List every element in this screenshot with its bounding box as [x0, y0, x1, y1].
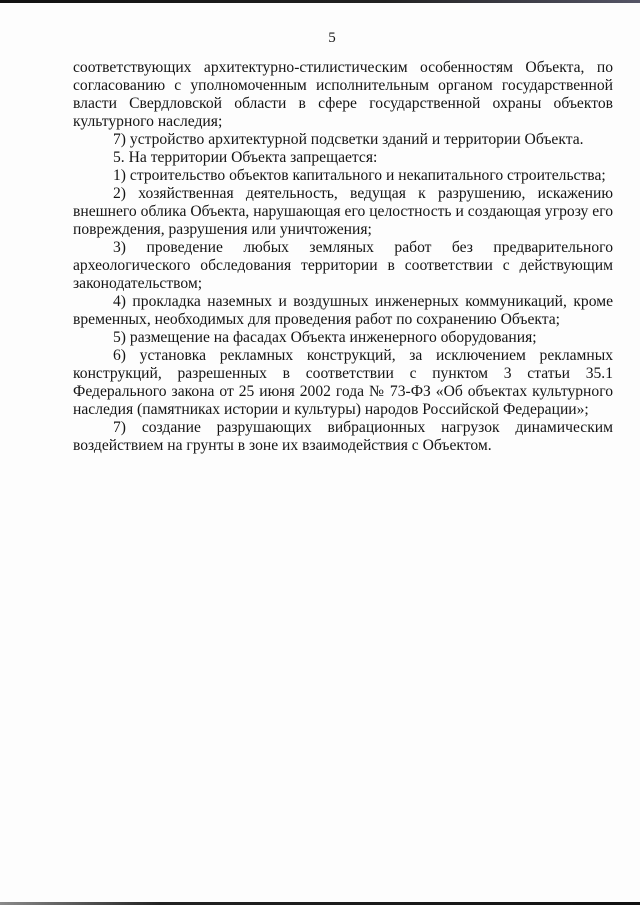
list-item-2 — [73, 185, 613, 239]
item-number: 4) — [113, 293, 126, 310]
list-item-3 — [73, 239, 613, 293]
section-number: 5. — [113, 149, 125, 166]
list-item-4 — [73, 293, 613, 329]
paragraph-continuation — [73, 59, 613, 131]
item-text: прокладка наземных и воздушных инженерных коммуникаций, кроме временных, необходимых для проведения работ по сохранению Объекта; — [73, 293, 613, 328]
item-number: 1) — [113, 167, 126, 184]
paragraph-text: соответствующих архитектурно-стилистическим особенностям Объекта, по согласованию с уполномоченным исполнительным органом государственной власти Свердловской области в сфере государственной охраны объектов культурного наследия; — [73, 59, 613, 130]
section-heading-5 — [73, 149, 613, 167]
item-text: создание разрушающих вибрационных нагрузок динамическим воздействием на грунты в зоне их взаимодействия с Объектом. — [73, 419, 613, 454]
list-item-7-lighting — [73, 131, 613, 149]
list-item-7 — [73, 419, 613, 455]
list-item-5 — [73, 329, 613, 347]
item-text: хозяйственная деятельность, ведущая к разрушению, искажению внешнего облика Объекта, нарушающая его целостность и создающая угрозу его повреждения, разрушения или уничтожения; — [73, 185, 613, 238]
page-number: 5 — [328, 30, 336, 46]
item-number: 6) — [113, 347, 126, 364]
item-number: 7) — [113, 419, 126, 436]
item-number: 5) — [113, 329, 126, 346]
item-text: проведение любых земляных работ без предварительного археологического обследования территории в соответствии с действующим законодательством; — [73, 239, 613, 292]
item-number: 7) — [113, 131, 126, 148]
section-text: На территории Объекта запрещается: — [128, 149, 378, 166]
item-number: 2) — [113, 185, 126, 202]
list-item-1 — [73, 167, 613, 185]
document-body — [73, 59, 613, 455]
scan-edge-top — [0, 0, 640, 3]
item-text: строительство объектов капитального и некапитального строительства; — [129, 167, 606, 184]
item-number: 3) — [113, 239, 126, 256]
item-text: размещение на фасадах Объекта инженерного оборудования; — [129, 329, 537, 346]
item-text: установка рекламных конструкций, за исключением рекламных конструкций, разрешенных в соответствии с пунктом 3 статьи 35.1 Федерального закона от 25 июня 2002 года № 73-ФЗ «Об объектах культурного наследия (памятниках истории и культуры) народов Российской Федерации»; — [73, 347, 614, 418]
list-item-6 — [73, 347, 613, 419]
item-text: устройство архитектурной подсветки зданий и территории Объекта. — [129, 131, 584, 148]
